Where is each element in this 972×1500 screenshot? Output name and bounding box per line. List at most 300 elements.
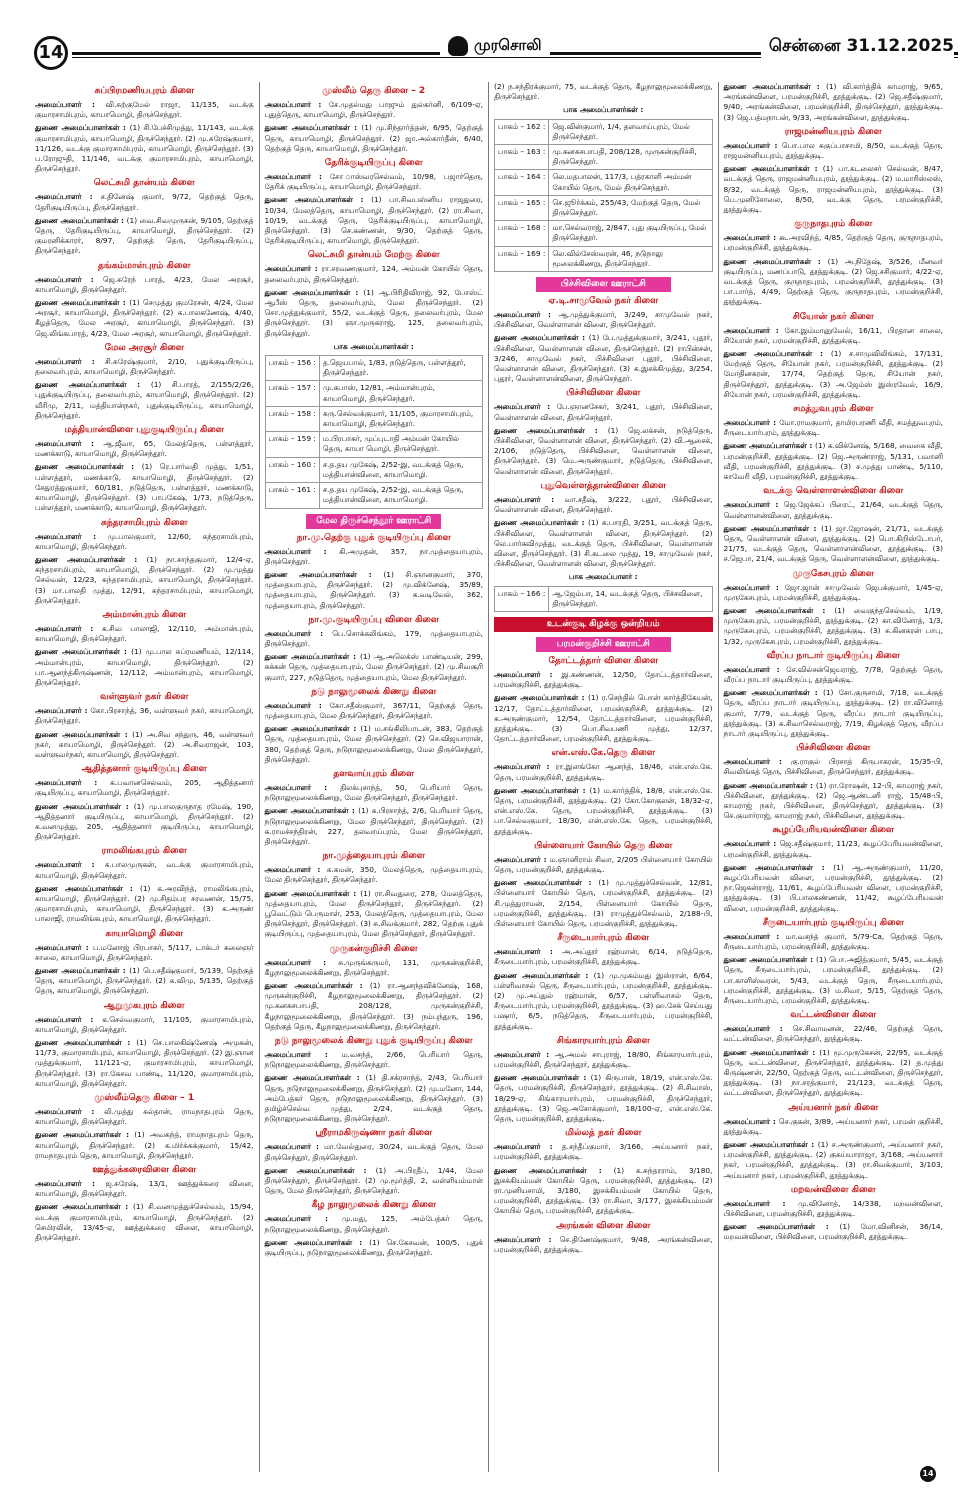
entry-label: துணை அமைப்பாளர்கள் : [35,380,151,390]
organiser-entry [724,1222,944,1242]
organiser-entry [265,1073,484,1124]
entry-label: அமைப்பாளர் : [264,782,341,792]
organiser-entry [35,647,254,688]
entry-text: ஆ.ஜீவா, 65, மேலத்தெரு, பள்ளத்தூர், மணக்காடு, காயாமொழி, திருச்செந்தூர். [35,439,254,459]
organiser-entry [265,981,484,1032]
entry-label: துணை அமைப்பாளர்கள் : [35,1038,137,1048]
organiser-entry [494,971,713,1032]
entry-text: ஜெ.ஜேக்கப் பிரைட், 21/64, வடக்குத் தெரு, வெள்ளாளன்விளை, தூத்துக்குடி. [723,500,943,520]
organiser-entry [724,839,944,859]
entry-label: அமைப்பாளர் : [494,854,550,864]
booth-number: பாகம் – 157 : [265,381,319,406]
branch-heading: நடு நாலுமூலைக் கிணறு கிளை [311,686,437,697]
panchayat-heading: பிச்சிவிளை ஊராட்சி [536,277,671,292]
branch-heading: வீரப்ப நாடார் குடியிருப்பு கிளை [766,650,900,661]
organiser-entry [724,688,944,739]
entry-text: (1) செமுத்து குமரேசன், 4/24, மேல அரசூர், காயாமொழி, திருச்செந்தூர். (2) க.பாலகணேஷ், 4/40, கீழத்தெரு, மேல அரசூர், காயாமொழி, திருச்செந்தூர். (3) ஜெ.லிங்கபாரத், 4/23, மேல அரசூர், காயாமொழி, திருச்செந்தூர். [35,298,254,338]
entry-label: அமைப்பாளர் : [264,957,339,967]
entry-text: (2) ந.சந்திரக்குமார், 75, வடக்குத் தெரு, கீழநாலுமூலைக்கிணறு, திருச்செந்தூர். [494,82,713,102]
organiser-entry [265,264,484,284]
entry-text: லி.முத்து சுல்தான், ராமநாதபுரம் தெரு, காயாமொழி, திருச்செந்தூர். [35,1107,254,1127]
entry-text: ம.ஞானிராம் சிவா, 2/205 பிள்ளையார் கோயில் தெரு, பரமன்குறிச்சி, தூத்துக்குடி. [494,854,713,874]
entry-label: துணை அமைப்பாளர்கள் : [723,780,816,790]
organiser-entry [35,298,254,339]
organiser-entry [265,123,484,154]
organiser-entry [724,233,944,253]
organiser-entry [494,878,713,929]
entry-text: மு.வினோத், 14/338, மறவன்விளை, பிச்சிவிளை, பரமன்குறிச்சி, தூத்துக்குடி. [723,1198,943,1219]
booth-organiser: ச.த.தய முகேஷ், 2/52-இ, வடக்குத் தெரு, மத்தியான்விளை, காயாமொழி. [319,457,482,482]
booth-number: பாகம் – 166 : [495,586,549,611]
entry-label: அமைப்பாளர் : [494,762,556,772]
panchayat-heading: மேல திருச்செந்தூர் ஊராட்சி [306,514,441,529]
branch-heading: கூழப்பேரியவன்விளை கிளை [772,825,895,836]
entry-label: துணை அமைப்பாளர்கள் : [264,195,372,205]
booth-organiser: த.ஜெயபால், 1/83, நடுத்தெரு, பள்ளத்தூர், திருச்செந்தூர். [319,356,482,381]
entry-text: (1) பெ.சதீஷ்குமார், 5/139, தெற்குத் தெரு, காயாமொழி, திருச்செந்தூர். (2) க.விமு, 5/135, தெற்குத் தெரு, காயாமொழி, திருச்செந்தூர். [35,966,254,996]
entry-text: (1) ஆ.பிரிதிவிராஜ், 92, போஸ்ட் ஆபீஸ் தெரு, தலைவர்புரம், மேல திருச்செந்தூர். (2) சொ.முத்துக்குமார், 55/2, வடக்குத் தெரு, தலைவர்புரம், மேல திருச்செந்தூர். (3) ஞா.முருகராஜ், 125, தலைவர்புரம், திருச்செந்தூர். [264,287,483,338]
entry-label: அமைப்பாளர் : [264,1214,342,1224]
entry-text: (1) க.சுந்தரராம், 3/180, இசக்கியம்மன் கோயில் தெரு, பரமன்குறிச்சி, தூத்துக்குடி. (2) ரா.முனியசாமி, 3/180, இசக்கியம்மன் கோயில் தெரு, பரமன்குறிச்சி, தூத்துக்குடி. (3) ரா.சிவா, 3/177, இசக்கியம்மன் கோயில் தெரு, பரமன்குறிச்சி, தூத்துக்குடி. [494,1165,713,1216]
booth-number: பாகம் – 165 : [495,195,549,220]
organiser-entry [724,932,944,952]
entry-text: (1) ரா.சிவதுரை, 278, மேலத்தெரு, முத்தையாபுரம், மேல திருச்செந்தூர், திருச்செந்தூர். (2) பூவெட்டும் பெருமாள், 253, மேலத்தெரு, முத்தையாபுரம், மேல திருச்செந்தூர், திருச்செந்தூர். (3) சு.சிவக்குமார், 282, தெற்கு புதுக் குடியிருப்பு, முத்தையாபுரம், மேல திருச்செந்தூர், திருச்செந்தூர். [264,888,483,939]
organiser-entry [494,518,713,569]
entry-text: (1) ரா.ரோஷன், 12-பி, காமராஜ் நகர், பிச்சிவிளை, தூத்துக்குடி. (2) ஜெ.ஆண்டனி ராஜ், 15/48-பி, காமராஜ் நகர், பிச்சிவிளை, திருச்செந்தூர், தூத்துக்குடி. (3) செ.குமார்ராஜ், காமராஜ் நகர், பிச்சிவிளை, தூத்துக்குடி. [723,780,943,821]
organiser-entry [265,701,484,721]
organiser-entry [724,257,944,308]
entry-text: க.கமன், 350, மேலத்தெரு, முத்தையாபுரம், மேல திருச்செந்தூர், திருச்செந்தூர். [264,865,483,885]
branch-heading: மத்தியான்விளை புதுகுடியிருப்பு கிளை [64,425,224,436]
booth-number: பாகம் – 164 : [495,170,549,195]
organiser-entry [724,441,944,482]
entry-label: அமைப்பாளர் : [264,865,327,875]
entry-label: அமைப்பாளர் : [264,700,330,710]
organiser-entry [724,1048,944,1099]
entry-text: (1) சோ.குருசாமி, 7/18, வடக்குத் தெரு, வீரப்ப நாடார் குடியிருப்பு, தூத்துக்குடி. (2) ரா.வினோத் குமார், 7/79, வடக்குத் தெரு, வீரப்ப நாடார் குடியிருப்பு, தூத்துக்குடி. (3) சு.சிவாசெல்வராஜ், 7/19, கிழக்குத் தெரு, வீரப்ப நாடார் குடியிருப்பு, தூத்துக்குடி. [723,688,943,738]
entry-label: துணை அமைப்பாளர்கள் : [35,729,133,739]
entry-text: செ.குகன், 3/89, அய்யனார் நகர், பரமன் குறிச்சி, தூத்துக்குடி. [723,1116,943,1136]
booth-number: பாகம் – 168 : [495,221,549,246]
entry-text: (1) செ.கேசவன், 100/5, புதுக் குடியிருப்பு, நடுநாலுமூலைக்கிணறு, திருச்செந்தூர். [264,1237,483,1258]
entry-label: அமைப்பாளர் : [35,192,101,202]
entry-text: ச.தினேஷ் குமார், 9/72, தெற்குத் தெரு, தேரிகுடியிருப்பு, திருச்செந்தூர். [35,192,254,212]
booth-number: பாகம் – 163 : [495,145,549,170]
entry-label: துணை அமைப்பாளர்கள் : [35,647,132,657]
entry-label: துணை அமைப்பாளர்கள் : [264,1073,366,1083]
entry-label: துணை அமைப்பாளர்கள் : [264,569,384,579]
organiser-entry [35,192,254,212]
entry-text: (1) பொ.அஜித்குமார், 5/45, வடக்குத் தெரு, சீருடையார்புரம், பரமன்குறிச்சி, தூத்துக்குடி. (2) பா.காளிஸ்வரன், 5/43, வடக்குத் தெரு, சீருடையார்புரம், பரமன்குறிச்சி, தூத்துக்குடி. (3) ம.சிவா, 5/15, தெற்குத் தெரு, சீருடையார்புரம், பரமன்குறிச்சி, தூத்துக்குடி. [723,955,943,1006]
booth-row [265,406,483,431]
branch-heading: ராஜமன்னியபுரம் கிளை [784,126,882,137]
article-columns [30,82,948,1472]
entry-text: த.சந்தீப்குமார், 3/166, அய்யனார் நகர், பரமன்குறிச்சி, தூத்துக்குடி. [494,1142,713,1162]
entry-text: (1) அ.பிரதீப், 1/44, மேல திருச்செந்தூர், திருச்செந்தூர். (2) மு.மூர்த்தி, 2, வள்ளியம்மாள் தெரு, மேல திருச்செந்தூர், திருச்செந்தூர். [264,1165,483,1196]
entry-text: க.பாலமுருகன், வடக்கு குமாரசாமிபுரம், காயாமொழி, திருச்செந்தூர். [35,860,254,880]
entry-label: துணை அமைப்பாளர்கள் : [35,1202,134,1212]
branch-heading: முருகன்குறிச்சி கிளை [329,943,418,954]
organiser-entry [265,724,484,765]
entry-label: துணை அமைப்பாளர்கள் : [494,878,599,888]
entry-text: ஆ.அமல் சாபுராஜ், 18/80, சிங்காரயார்புரம், பரமன்குறிச்சி, திருச்செந்தூர், தூத்துக்குடி. [494,1049,713,1070]
organiser-entry [494,786,713,837]
organiser-entry [35,1038,254,1089]
booth-table [494,586,713,612]
entry-label: அமைப்பாளர் : [723,500,784,510]
entry-text: (1) கிருபான், 18/19, என்.எஸ்.கே. தெரு, பரமன்குறிச்சி, திருச்செந்தூர், தூத்துக்குடி. (2) சி.சிவாஸ், 18/29-ஏ, சிங்காரயார்புரம், பரமன்குறிச்சி, திருச்செந்தூர், தூத்துக்குடி. (3) ஜெ.அசோக்குமார், 18/100-ஏ, என்.எஸ்.கே. தெரு, பரமன்குறிச்சி, தூத்துக்குடி. [494,1073,713,1124]
entry-text: மு.பாலகுமார், 12/60, சுந்தரசாமிபுரம், காயாமொழி, திருச்செந்தூர். [35,531,254,551]
entry-text: ரா.இளங்கோ ஆனந்த், 18/46, என்.எஸ்.கே. தெரு, பரமன்குறிச்சி, தூத்துக்குடி. [494,762,713,782]
entry-label: துணை அமைப்பாளர்கள் : [35,123,130,133]
organiser-entry [724,863,944,914]
branch-heading: மேல அரசூர் கிளை [104,342,184,353]
entry-label: துணை அமைப்பாளர்கள் : [264,1165,376,1175]
entry-label: அமைப்பாளர் : [723,757,791,767]
booth-number: பாகம் – 159 : [265,432,319,457]
organiser-entry [724,781,944,822]
entry-label: அமைப்பாளர் : [35,1014,103,1024]
booth-number: பாகம் – 156 : [265,356,319,381]
entry-text: (1) ஆ.அலெக்ஸ் பாண்டியன், 299, சுக்கன் தெரு, முத்தையாபுரம், மேல திருச்செந்தூர். (2) மு.சிவசூரி குமார், 227, நடுத்தெரு, முத்தையாபுரம், மேல திருச்செந்தூர். [264,652,483,682]
entry-label: துணை அமைப்பாளர்கள் : [494,1073,591,1083]
entry-text: மோ.ராமகுமார், தாமிரபரணி வீதி, சமத்துவபுரம், சீருடையார்புரம், தூத்துக்குடி. [723,418,943,438]
entry-label: துணை அமைப்பாளர்கள் : [35,966,130,975]
organiser-entry [494,333,713,384]
booth-table [494,119,713,272]
entry-text: (1) அவகந்த், ராமநாதபுரம் தெரு, காயாமொழி, திருச்செந்தூர். (2) க.மிர்க்கக்குமார், 15/42, ராமநாதபுரம் தெரு, காயாமொழி, திருச்செந்தூர். [35,1130,254,1160]
entry-text: பொ.பால சுகுப்பாசாமி, 8/50, வடக்குத் தெரு, ராஜமன்னியபுரம், தூத்துக்குடி. [723,140,943,161]
entry-label: துணை அமைப்பாளர்கள் : [264,806,359,816]
entry-label: துணை அமைப்பாளர்கள் : [723,441,815,451]
entry-label: துணை அமைப்பாளர்கள் : [264,123,362,133]
entry-text: சோ.ாஸ்வரசெல்வம், 10/98, பஜார்தெரு, தேரிக் குடியிருப்பு, காயாமொழி, திருச்செந்தூர். [264,172,483,192]
entry-label: அமைப்பாளர் : [35,942,93,952]
booth-row [265,381,483,406]
organiser-entry [724,665,944,685]
organiser-entry [724,583,944,603]
branch-heading: வட்டன்விளை கிளை [790,1010,877,1021]
entry-label: அமைப்பாளர் : [264,100,329,109]
organiser-entry [724,757,944,777]
entry-label: அமைப்பாளர் : [264,264,322,274]
entry-text: இ.கண்ணன், 12/50, தோட்டத்தார்விளை, பரமன்குறிச்சி, தூத்துக்குடி. [494,669,713,690]
entry-text: சே.வில்சன்ஜெயராஜ், 7/78, தெற்குத் தெரு, வீரப்ப நாடார் குடியிருப்பு, தூத்துக்குடி. [723,664,943,684]
entry-text: சு.முருங்கருமர், 131, முருகன்குறிச்சி, கீழநாலுமூலைக்கிணறு, திருச்செந்தூர். [264,957,483,977]
organiser-entry [265,652,484,683]
entry-text: பே.ஞானசேகர், 3/241, புதூர், பிச்சிவிளை, வெள்ளாளன் விளை, திருச்செந்தூர். [494,402,713,422]
branch-heading: தங்கம்மாள்புரம் கிளை [97,260,191,271]
entry-label: துணை அமைப்பாளர்கள் : [494,693,589,703]
entry-text: (1) சி.ஞானகுமார், 370, முத்தையாபுரம், திருச்செந்தூர். (2) மு.விக்னேஷ், 35/89, முத்தையாபுரம், திருச்செந்தூர். (3) க.வடிவேல், 362, முத்தையாபுரம், திருச்செந்தூர். [264,569,483,610]
entry-label: துணை அமைப்பாளர்கள் : [264,1237,370,1247]
booth-organisers-title: பாக அமைப்பாளர்கள் : [563,105,644,115]
organiser-entry [724,349,944,400]
entry-label: துணை அமைப்பாளர்கள் : [35,215,127,225]
branch-heading: ஆதித்தனார் குடியிருப்பு கிளை [81,764,207,775]
entry-label: அமைப்பாளர் : [723,839,780,849]
organiser-entry [494,670,713,690]
booth-organiser: ச.த.தய முகேஷ், 2/52-இ, வடக்குத் தெரு, மத்தியான்விளை, காயாமொழி. [319,483,482,508]
branch-heading: ஸ்ரீராமகிருஷ்ணா நகர் கிளை [315,1128,433,1139]
entry-label: அமைப்பாளர் : [494,1234,560,1244]
entry-text: (1) சி.பேச்சிமுத்து, 11/143, வடக்கு குமாரசாமிபுரம், காயாமொழி, திருச்செந்தூர். (2) மு.சுரேஷ்குமார், 11/126, வடக்கு குமாரசாமிபுரம், காயாமொழி, திருச்செந்தூர். (3) ப.ரோஜுதி, 11/146, வடக்கு குமாரசாமிபுரம், காயாமொழி, திருச்செந்தூர். [35,123,254,174]
panchayat-heading: பரமன்குறிச்சி ஊராட்சி [536,637,671,652]
entry-text: (1) க.பிரசாந்த், 2/6, பெரியார் தெரு, நடுநாலுமூலைக்கிணறு, மேல திருச்செந்தூர், திருச்செந்தூர். (2) க.ராமச்சந்திரன், 227, தலவாய்புரம், மேல திருச்செந்தூர், திருச்செந்தூர். [264,806,483,846]
entry-text: (1) ச.சாமுவிலிங்கம், 17/131, மேற்குத் தெரு, சியோன் நகர், பரமன்குறிச்சி, தூத்துக்குடி. (2) மோதினகரன், 17/74, தெற்குத் தெரு, சியோன் நகர், திருச்செந்தூர், தூத்துக்குடி. (3) அ.ஜேம்ஸ் இஸ்ரவேல், 16/9, சியோன் நகர், பரமன்குறிச்சி, தூத்துக்குடி. [723,349,943,399]
booth-number: பாகம் – 162 : [495,119,549,144]
branch-heading: என்.எஸ்.கே.தெரு கிளை [551,748,655,759]
column-3 [489,82,719,1472]
organiser-entry [494,1050,713,1070]
entry-label: அமைப்பாளர் : [723,931,786,941]
branch-heading: மறவன்விளை கிளை [790,1184,876,1195]
organiser-entry [494,310,713,330]
organiser-entry [494,1073,713,1124]
branch-heading: நா.முத்தையாபுரம் கிளை [322,851,425,862]
entry-label: துணை அமைப்பாளர்கள் : [494,785,590,795]
organiser-entry [265,629,484,649]
entry-text: மா.வசந்த் குமார், 5/79-Ca, தெற்குத் தெரு, சீருடையார்புரம், பரமன்குறிச்சி, தூத்துக்குடி. [723,931,943,951]
entry-text: ஆ.முத்துக்குமார், 3/249, சாமுவேல் நகர், பிச்சிவிளை, வெள்ளாளன் விளை, திருச்செந்தூர். [494,310,713,330]
organiser-entry [35,1130,254,1161]
entry-label: துணை அமைப்பாளர்கள் : [264,652,360,662]
branch-heading: சிங்காரயார்புரம் கிளை [556,1035,650,1046]
entry-label: துணை அமைப்பாளர்கள் : [494,518,589,528]
organiser-entry [35,532,254,552]
branch-heading: சமத்துவபுரம் கிளை [793,404,874,415]
entry-text: (1) மு.முத்துச்செல்வன், 12/81, பிள்ளையார் கோயில் தெரு, பரமன்குறிச்சி, தூத்துக்குடி. (2) சி.முத்துராமன், 2/154, பிள்ளையார் கோயில் தெரு, பரமன்குறிச்சி, தூத்துக்குடி. (3) ராமுத்துச்செல்வம், 2/188-பி, பிள்ளையார் கோயில் தெரு, பரமன்குறிச்சி, தூத்துக்குடி. [494,878,713,928]
organiser-entry [265,1050,484,1070]
entry-text: (1) ரா.ஆனந்தவிக்னேஷ், 168, முருகன்குறிச்சி, கீழநாலுமூலைக்கிணறு, திருச்செந்தூர். (2) மு.கனகசபாபதி, 208/128, முருகன்குறிச்சி, கீழநாலுமூலைக்கிணறு, திருச்செந்தூர். (3) நம்புந்துரு, 196, தெற்குத் தெரு, கீழநாலுமூலைக்கிணறு, திருச்செந்தூர். [264,981,483,1031]
booth-row [495,586,713,611]
organiser-entry [35,966,254,997]
organiser-entry [724,141,944,161]
branch-heading: ஆறுமுகபுரம் கிளை [104,1000,185,1011]
entry-label: அமைப்பாளர் : [35,274,103,284]
organiser-entry [494,1142,713,1162]
booth-row [495,221,713,246]
entry-text: க.செல்வகுமார், 11/105, குமாரசாமிபுரம், காயாமொழி, திருச்செந்தூர். [35,1014,254,1034]
organiser-entry [35,624,254,644]
branch-heading: புதுவெள்ளத்தான்விளை கிளை [540,480,667,491]
entry-text: ம.வசந்த், 2/66, பெரியார் தெரு, நடுநாலுமூலைக்கிணறு, திருச்செந்தூர். [264,1050,483,1070]
entry-label: அமைப்பாளர் : [723,664,787,674]
entry-text: (1) மு.பால சுப்ரமணியம், 12/114, அம்மான்புரம், காயாமொழி, திருச்செந்தூர். (2) பா.ஆனந்த்கிருஷ்ணன், 12/112, அம்மான்புரம், காயாமொழி, திருச்செந்தூர். [35,647,254,687]
branch-heading: காயாமொழி கிளை [105,928,184,939]
booth-number: பாகம் – 158 : [265,406,319,431]
organiser-entry [724,164,944,215]
organiser-entry [265,1142,484,1162]
entry-label: துணை அமைப்பாளர்கள் : [494,333,589,343]
branch-heading: சியோன் நகர் கிளை [792,311,874,322]
organiser-entry [265,570,484,611]
entry-text: கோ.சதீஸ்குமார், 367/11, தெற்குத் தெரு, முத்தையாபுரம், மேல திருச்செந்தூர், திருச்செந்தூர். [264,700,483,720]
entry-label: அமைப்பாளர் : [264,172,330,182]
entry-label: அமைப்பாளர் : [35,439,104,449]
entry-label: துணை அமைப்பாளர்கள் : [35,462,142,472]
organiser-entry [35,730,254,761]
branch-heading: ஊத்துக்கரைவிளை கிளை [92,1165,197,1176]
entry-text: (1) பா.சிவபஸ்னிய ராஜதுரை, 10/34, மேலத்தெரு, காயாமொழி, திருச்செந்தூர். (2) ரா.சிவா, 10/19, வடக்குத் தெரு, தேரிக்குடியிருப்பு, காயாமொழி, திருச்செந்தூர். (3) செ.கண்ணன், 9/30, தெற்குத் தெரு, தேரிக்குடியிருப்பு, காயாமொழி, திருச்செந்தூர். [264,195,483,246]
entry-label: துணை அமைப்பாளர்கள் : [264,287,364,297]
organiser-entry [265,547,484,567]
branch-heading: முஸ்லீம் தெரு கிளை – 2 [322,86,426,96]
entry-text: செ.சிவாமனன், 22/46, தெற்குத் தெரு, வட்டன்விளை, திருச்செந்தூர், தூத்துக்குடி. [723,1024,943,1044]
organiser-entry [724,524,944,565]
organiser-entry [265,288,484,339]
entry-label: துணை அமைப்பாளர்கள் : [264,888,361,898]
organiser-entry [35,462,254,513]
branch-heading: தளவாய்புரம் கிளை [333,768,415,779]
organiser-entry [494,855,713,875]
organiser-entry [494,693,713,744]
entry-text: சி.சுரேஷ்குமார், 2/10, புதுக்குடியிருப்பு, தலைவர்புரம், காயாமொழி, திருச்செந்தூர். [35,356,254,377]
entry-label: அமைப்பாளர் : [723,418,780,428]
organiser-entry [494,426,713,477]
entry-text: அ.அப்தூர் ரஹ்மான், 6/14, நடுத்தெரு, சீருடையார்புரம், பரமன்குறிச்சி, தூத்துக்குடி. [494,947,713,967]
booth-number: பாகம் – 169 : [495,246,549,271]
entry-text: (1) ஜெ.லக்சன், நடுத்தெரு, பிச்சிவிளை, வெள்ளாளன் விளை, திருச்செந்தூர். (2) வி.ஆசைக், 2/106, நடுத்தெரு, பிச்சிவிளை, வெள்ளாளன் விளை, திருச்செந்தூர். (3) மெ.அருண்குமார், நடுத்தெரு, பிச்சிவிளை, வெள்ளாளன் விளை, திருச்செந்தூர். [494,425,713,476]
booth-organiser: ம.பிரபாகர், முப்புடாதி அம்மன் கோயில் தெரு, காயா மொழி, திருச்செந்தூர். [319,432,482,457]
entry-text: (1) பா.சுடலைசர் செல்வன், 8/47, வடக்குத் தெரு, ராஜமன்னியபுரம், தூத்துக்குடி. (2) ம.மாரிஸ்லஸ், 8/32, வடக்குத் தெரு, ராஜமன்னியபுரம், தூத்துக்குடி. (3) பெ.முனிசோலை, 8/50, வடக்கு தெரு, பரமன்குறிச்சி, தூத்துக்குடி. [723,164,943,215]
entry-label: அமைப்பாளர் : [494,669,562,679]
organiser-entry [494,762,713,782]
booth-organisers-title: பாக அமைப்பாளர் : [568,572,638,582]
organiser-entry [494,1235,713,1255]
entry-text: ஜெ.சதீஷ்குமார், 11/23, கூழப்பேரியவன்விளை, பரமன்குறிச்சி, தூத்துக்குடி. [723,839,943,859]
entry-text: கு.ராகுல் பிரசாத் கிருபாகரன், 15/35-பி, சிவலிங்கத் தெரு, பிச்சிவிளை, திருச்செந்தூர், தூத்துக்குடி. [723,757,943,777]
booth-organiser: லெ.மதபாலன், 117/3, பத்ரகாளி அம்மன் கோயில் தெரு, மேல் திருச்செந்தூர். [549,170,712,195]
entry-label: அமைப்பாளர் : [264,546,340,556]
entry-label: துணை அமைப்பாளர்கள் : [35,298,130,308]
entry-text: மு.மது, 125, அம்பேத்கர் தெரு, நடுநாலுமூலைக்கிணறு, திருச்செந்தூர். [264,1214,483,1234]
booth-row [495,170,713,195]
branch-heading: முஸ்லீம்தெரு கிளை – 1 [94,1093,195,1104]
entry-label: அமைப்பாளர் : [35,531,108,541]
entry-text: (1) மு.முகம்மது இஸ்ரான், 6/64, பள்ளிவாசல் தெரு, சீருடையார்புரம், பரமன்குறிச்சி, தூத்துக்குடி. (2) மு.அப்துல் ரஹ்மான், 6/57, பள்ளிவாசல் தெரு, சீருடையார்புரம், பரமன்குறிச்சி, தூத்துக்குடி. (3) ஹ.சேக் செய்யது பஷார், 6/5, நடுத்தெரு, சீருடையார்புரம், பரமன்குறிச்சி, தூத்துக்குடி. [494,970,713,1031]
organiser-entry [724,500,944,520]
dateline: சென்னை 31.12.2025 [761,36,954,58]
entry-label: அமைப்பாளர் : [35,778,111,788]
entry-text: (1) அ.நிதேஷ், 3/526, மீனவர் குடியிருப்பு, மணப்பாடு, தூத்துக்குடி. (2) ஜெ.சசிகுமார், 4/22-ஏ, வடக்குத் தெரு, குருநாதபுரம், பரமன்குறிச்சி, தூத்துக்குடி. (3) பா.பார்த், 4/49, தெற்குத் தெரு, குருநாதபுரம், பரமன்குறிச்சி, தூத்துக்குடி. [723,256,943,307]
booth-number: பாகம் – 161 : [265,483,319,508]
entry-text: (1) வை.சிவமுருகன், 9/105, தெற்குத் தெரு, தேரிகுடியிருப்பு, காயாமொழி, திருச்செந்தூர். (2) குமரனிக்காரர், 8/97, தெற்குத் தெரு, தேரிகுடியிருப்பு, திருச்செந்தூர். [35,215,254,256]
entry-text: (1) தி.சக்ரசாந்த், 2/43, பெரியார் தெரு, நடுநாலுமூலைக்கிணறு, திருச்செந்தூர். (2) மு.மனோ, 144, அம்பேத்கர் தெரு, நடுநாலுமூலைக்கிணறு, திருச்செந்தூர். (3) தமிழ்ச்செல்வ முத்து, 2/24, வடக்குத் தெரு, நடுநாலுமூலைக்கிணறு, திருச்செந்தூர். [264,1073,483,1124]
organiser-entry [35,706,254,726]
entry-label: அமைப்பாளர் : [35,706,91,716]
organiser-entry [265,889,484,940]
booth-row [265,457,483,482]
organiser-entry [724,1199,944,1219]
organiser-entry [35,802,254,843]
branch-heading: குருநாதபுரம் கிளை [794,219,873,230]
organiser-entry [494,402,713,422]
entry-label: அமைப்பாளர் : [723,1198,799,1208]
organiser-entry [724,1024,944,1044]
branch-heading: கீழ நாலுமூலைக் கிணறு கிளை [311,1200,436,1211]
entry-text: (1) ரெ.பார்வதி முத்து, 1/51, பள்ளத்தூர், மணக்காடு, காயாமொழி, திருச்செந்தூர். (2) சேதுரத்துகுமார், 60/181, நடுத்தெரு, பள்ளத்தூர், மணக்காடு, காயாமொழி, திருச்செந்தூர். (3) பாபகேஷ், 1/73, நடுத்தெரு, பள்ளத்தூர், மணக்காடு, காயாமொழி, திருச்செந்தூர். [35,462,254,513]
entry-label: அமைப்பாளர் : [264,1142,324,1152]
organiser-entry [265,195,484,246]
entry-label: துணை அமைப்பாளர்கள் : [35,801,134,811]
entry-label: துணை அமைப்பாளர்கள் : [723,862,834,872]
entry-text: கோ.இம்மானுவேல், 16/11, பிரதான சாலை, சியோன் நகர், பரமன்குறிச்சி, தூத்துக்குடி. [723,325,943,345]
organiser-entry [724,82,944,123]
organiser-entry [35,778,254,798]
entry-text: சே.முதல்மது பாஜும் துல்கர்னி, 6/109-ஏ, புதுத்தெரு, காயாமொழி, திருச்செந்தூர். [264,100,483,120]
booth-organisers-title: பாக அமைப்பாளர்கள் : [333,341,414,351]
entry-label: அமைப்பாளர் : [35,356,105,366]
entry-label: அமைப்பாளர் : [264,628,333,638]
entry-text: (1) மோ.வினிசன், 36/14, மறவன்விளை, பிச்சிவிளை, பரமன்குறிச்சி, தூத்துக்குடி. [723,1222,943,1242]
entry-text: (1) ம.கார்த்திக், 18/8, என்.எஸ்.கே. தெரு, பரமன்குறிச்சி, தூத்துக்குடி. (2) கோ.கோகுலன், 18/32-ஏ, என்.எஸ்.கே. தெரு, பரமன்குறிச்சி, தூத்துக்குடி. (3) பா.செல்வகுமார், 18/30, என்.எஸ்.கே. தெரு, பரமன்குறிச்சி, தூத்துக்குடி. [494,785,713,836]
organiser-entry [35,439,254,459]
entry-label: அமைப்பாளர் : [35,860,105,870]
entry-label: துணை அமைப்பாளர்கள் : [723,1047,820,1057]
entry-text: ஜ.சுரேஷ், 13/1, ஊத்துக்கரை விளை, காயாமொழி, திருச்செந்தூர். [35,1179,254,1199]
entry-text: திலக்புசாந்த், 50, பெரியார் தெரு, நடுநாலுமூலைக்கிணறு, மேல திருச்செந்தூர், திருச்செந்தூர். [264,782,483,803]
booth-organiser: மு.கனகசபாபதி, 208/128, முருகன்குறிச்சி, திருச்செந்தூர். [549,145,712,170]
organiser-entry [35,1179,254,1199]
entry-label: துணை அமைப்பாளர்கள் : [723,164,823,174]
organiser-entry [724,418,944,438]
organiser-entry [35,555,254,606]
entry-text: (1) சி.பாரத், 2/155/2/26, புதுக்குடியிருப்பு, தலைவர்புரம், காயாமொழி, திருச்செந்தூர். (2) வீரிமு, 2/11, மத்தியான்நகர், புதுக்குடியிருப்பு, காயாமொழி, திருச்செந்தூர். [35,380,254,420]
entry-text: (1) வைகுந்தசெல்வம், 1/19, முருகேசபுரம், பரமன்குறிச்சி, தூத்துக்குடி. (2) கா.வினோத், 1/3, முருகேசபுரம், பரமன்குறிச்சி, தூத்துக்குடி. (3) சு.கினகரன் பாபு, 1/32, முருகேசபுரம், பரமன்குறிச்சி, தூத்துக்குடி. [723,605,943,646]
branch-heading: வடக்கு வெள்ளாளன்விளை கிளை [763,486,904,497]
entry-label: அமைப்பாளர் : [723,325,785,335]
booth-row [495,195,713,220]
booth-row [265,483,483,508]
booth-row [265,432,483,457]
organiser-entry [724,1140,944,1181]
entry-text: க.பவானசெல்வம், 205, ஆதித்தனார் குடியிருப்பு, காயாமொழி, திருச்செந்தூர். [35,778,254,798]
entry-label: துணை அமைப்பாளர்கள் : [35,883,140,893]
organiser-entry [265,783,484,803]
branch-heading: மில்லத் நகர் கிளை [565,1128,642,1139]
organiser-entry [724,606,944,647]
organiser-entry [35,943,254,963]
entry-text: வி.சுற்குமேல் ராஜா, 11/135, வடக்கு குமாரசாமிபுரம், காயாமொழி, திருச்செந்தூர். [35,100,254,120]
entry-label: அமைப்பாளர் : [35,1107,105,1117]
booth-organiser: ஆ.ஜேம்பா, 14, வடக்குத் தெரு, பிச்சவிளை, திருச்செந்தூர். [549,586,712,611]
branch-heading: தோட்டத்தார் விளை கிளை [548,655,659,666]
entry-label: அமைப்பாளர் : [494,310,559,320]
branch-heading: சுப்பிரமணியபுரம் கிளை [94,86,194,96]
entry-label: துணை அமைப்பாளர்கள் : [723,1140,818,1150]
entry-label: துணை அமைப்பாளர்கள் : [264,981,370,990]
branch-heading: பிள்ளையார் கோயில் தெரு கிளை [534,840,673,851]
entry-label: துணை அமைப்பாளர்கள் : [723,1222,840,1232]
organiser-entry [494,947,713,967]
organiser-entry [35,1015,254,1035]
entry-text: கோ.பிரசாந்த், 36, வள்ளுவர் நகர், காயாமொழி, திருச்செந்தூர். [35,706,254,726]
entry-text: (1) க.பாரதி, 3/251, வடக்குத் தெரு, பிச்சிவிளை, வெள்ளாளன் விளை, திருச்செந்தூர். (2) லெ.பார்கவிமுத்து, வடக்குத் தெரு, பிச்சிவிளை, வெள்ளாளன் விளை, திருச்செந்தூர். (3) சி.கடலை முத்து, 19, சாமுவேல் நகர், பிச்சிவிளை, வெள்ளாளன் விளை, திருச்செந்தூர். [494,518,713,569]
entry-text: (1) க.விக்னேஷ், 5/168, வைகை வீதி, பரமன்குறிச்சி, தூத்துக்குடி. (2) ஜெ.அருண்ராஜ், 5/131, பவானி வீதி, பரமன்குறிச்சி, தூத்துக்குடி. (3) ச.முத்து பாண்டி, 5/110, காவேரி வீதி, பரமன்குறிச்சி, தூத்துக்குடி. [723,441,943,482]
organiser-entry [35,216,254,257]
organiser-entry [35,357,254,377]
entry-text: (1) சி.வனமுத்துச்செல்வம், 15/94, வடக்கு குமாரசாமிபுரம், காயாமொழி, திருச்செந்தூர். (2) செமிரலின், 13/45-ஏ, ஊத்துக்கரை விளை, காயாமொழி, திருச்செந்தூர். [35,1202,254,1243]
entry-text: கி.அமுதன், 357, நா.முத்தையாபுரம், திருச்செந்தூர். [264,546,483,566]
entry-label: அமைப்பாளர் : [35,1179,106,1189]
organiser-entry [35,275,254,295]
booth-row [265,356,483,381]
branch-heading: அம்மான்புரம் கிளை [102,609,187,620]
booth-number: பாகம் – 160 : [265,457,319,482]
entry-label: துணை அமைப்பாளர்கள் : [723,688,823,698]
footer-page-number: 14 [920,1466,936,1482]
